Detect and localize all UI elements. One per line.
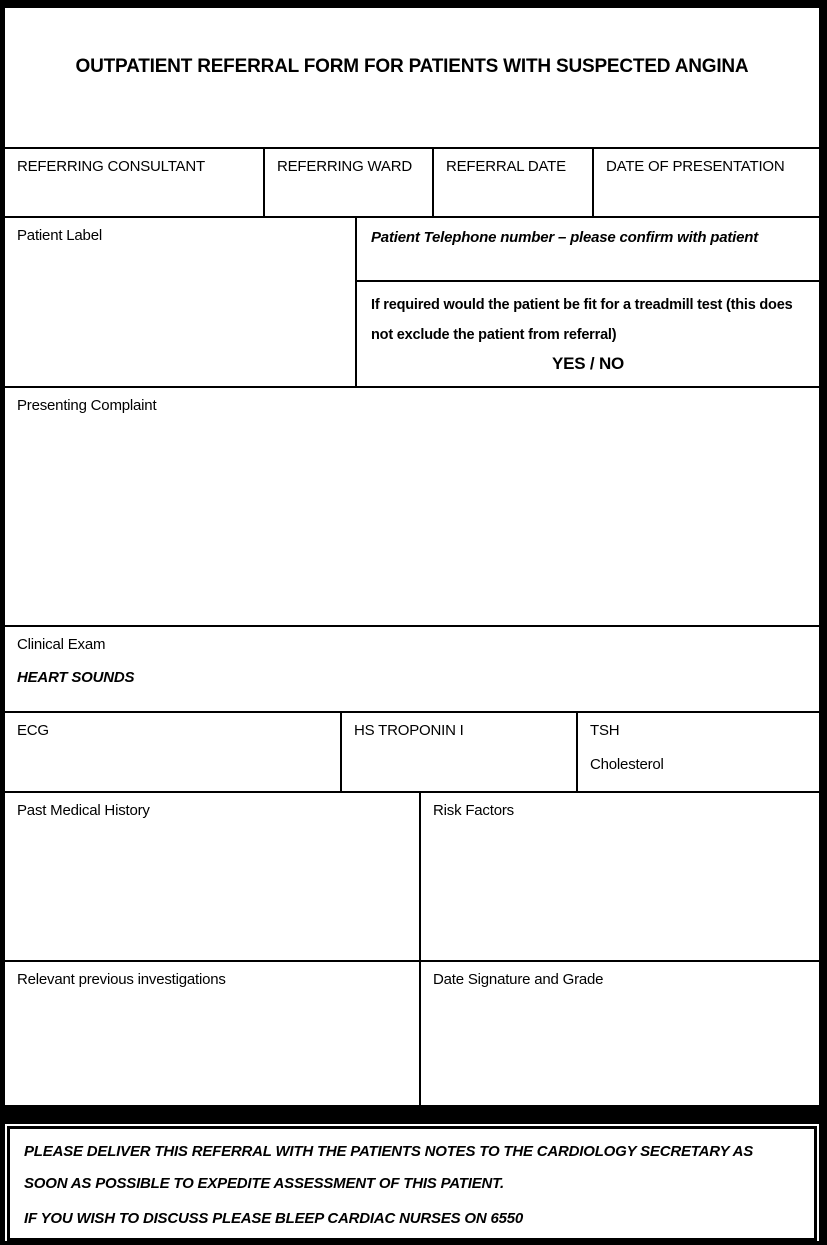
header-fields-row (5, 149, 819, 218)
referral-date-label: REFERRAL DATE (446, 158, 566, 176)
tests-row (5, 713, 819, 793)
hs-troponin-field[interactable] (342, 713, 578, 791)
patient-telephone-label: Patient Telephone number – please confirm with patient (371, 229, 759, 247)
presenting-complaint-row (5, 388, 819, 627)
patient-label-text: Patient Label (17, 227, 102, 245)
date-signature-grade-field[interactable] (421, 962, 819, 1105)
presenting-complaint-label: Presenting Complaint (17, 397, 157, 415)
patient-telephone-field[interactable] (357, 218, 819, 282)
referring-consultant-field[interactable] (5, 149, 265, 216)
patient-label-field[interactable] (5, 218, 357, 386)
date-of-presentation-field[interactable] (594, 149, 819, 216)
previous-investigations-field[interactable] (5, 962, 421, 1105)
risk-factors-field[interactable] (421, 793, 819, 960)
tsh-cholesterol-field[interactable] (578, 713, 819, 791)
past-medical-history-field[interactable] (5, 793, 421, 960)
clinical-exam-row (5, 627, 819, 714)
cholesterol-label: Cholesterol (590, 756, 664, 774)
treadmill-test-field[interactable] (357, 282, 819, 386)
past-medical-history-label: Past Medical History (17, 801, 150, 819)
risk-factors-label: Risk Factors (433, 801, 514, 819)
delivery-notice-text: PLEASE DELIVER THIS REFERRAL WITH THE PATIENTS NOTES TO THE CARDIOLOGY SECRETARY AS SOON AS POSSIBLE TO EXPEDITE ASSESSMENT OF THIS PATIENT. (24, 1143, 754, 1193)
ecg-field[interactable] (5, 713, 342, 791)
contact-notice-text: IF YOU WISH TO DISCUSS PLEASE BLEEP CARDIAC NURSES ON 6550 (24, 1210, 524, 1228)
referring-ward-label: REFERRING WARD (277, 158, 412, 176)
previous-investigations-row (5, 962, 819, 1107)
previous-investigations-label: Relevant previous investigations (17, 970, 226, 988)
presenting-complaint-field[interactable] (5, 388, 819, 625)
treadmill-question-text: If required would the patient be fit for a treadmill test (this does not exclude the patient from referral) (371, 297, 793, 344)
heart-sounds-label: HEART SOUNDS (17, 668, 135, 686)
treadmill-yes-no-options[interactable]: YES / NO (551, 354, 625, 374)
patient-right-column (357, 218, 819, 386)
black-divider-bar (5, 1107, 819, 1124)
date-signature-grade-label: Date Signature and Grade (433, 970, 604, 988)
tsh-label: TSH (590, 722, 620, 740)
date-of-presentation-label: DATE OF PRESENTATION (606, 158, 785, 176)
hs-troponin-label: HS TROPONIN I (354, 722, 464, 740)
referring-consultant-label: REFERRING CONSULTANT (17, 158, 205, 176)
clinical-exam-field[interactable] (5, 627, 819, 712)
patient-details-row (5, 218, 819, 388)
referral-date-field[interactable] (434, 149, 594, 216)
clinical-exam-label: Clinical Exam (17, 635, 106, 653)
ecg-label: ECG (17, 722, 49, 740)
history-row (5, 793, 819, 962)
referring-ward-field[interactable] (265, 149, 434, 216)
footer-notice-box (7, 1126, 817, 1241)
page-title: OUTPATIENT REFERRAL FORM FOR PATIENTS WITH SUSPECTED ANGINA (5, 8, 819, 149)
footer-section (5, 1124, 819, 1241)
